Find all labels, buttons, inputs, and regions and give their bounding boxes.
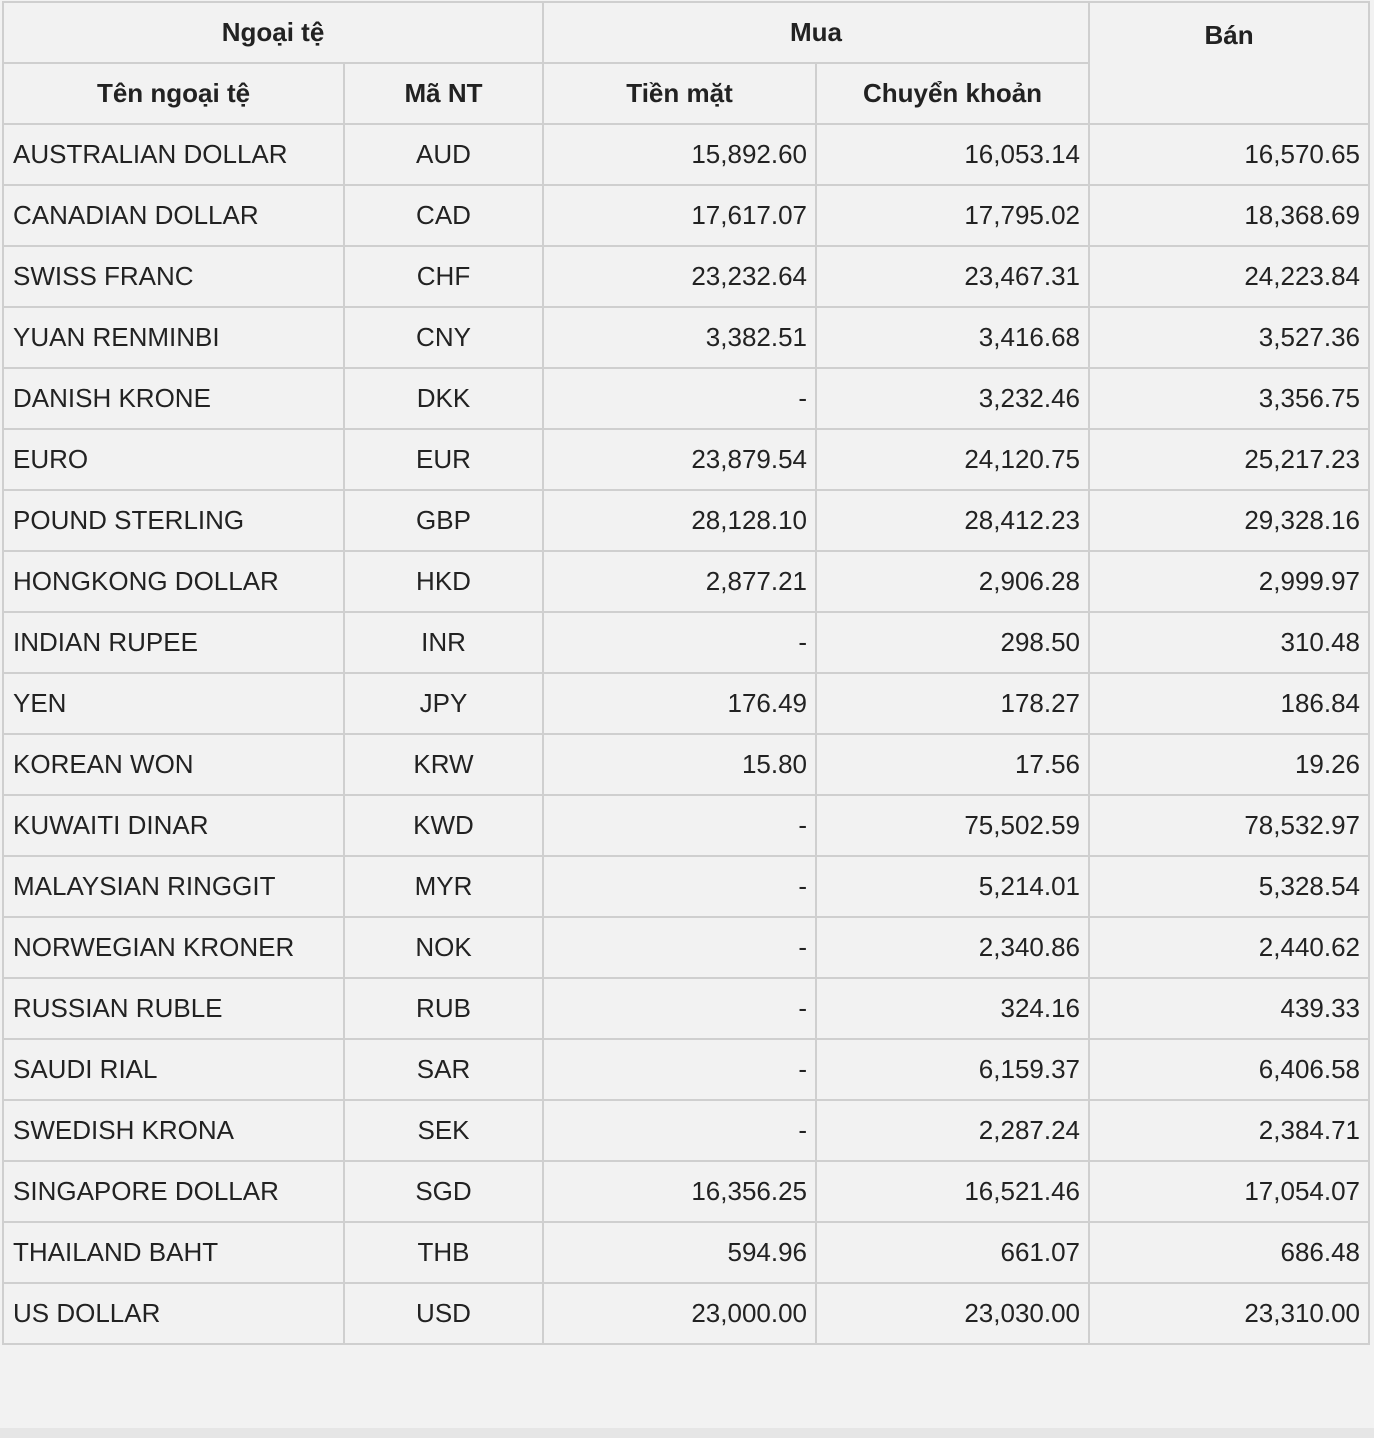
buy-transfer-cell: 17.56 (816, 734, 1089, 795)
buy-transfer-cell: 17,795.02 (816, 185, 1089, 246)
sell-cell: 2,384.71 (1089, 1100, 1369, 1161)
sell-cell: 24,223.84 (1089, 246, 1369, 307)
buy-transfer-cell: 16,053.14 (816, 124, 1089, 185)
buy-cash-cell: 16,356.25 (543, 1161, 816, 1222)
currency-code-cell: JPY (344, 673, 543, 734)
currency-code-cell: SEK (344, 1100, 543, 1161)
table-row (3, 307, 1369, 368)
currency-code-cell: KRW (344, 734, 543, 795)
table-row (3, 1222, 1369, 1283)
buy-transfer-cell: 2,287.24 (816, 1100, 1089, 1161)
table-row (3, 1161, 1369, 1222)
buy-transfer-cell: 2,906.28 (816, 551, 1089, 612)
currency-name-cell: MALAYSIAN RINGGIT (3, 856, 344, 917)
currency-name-cell: SAUDI RIAL (3, 1039, 344, 1100)
buy-cash-cell: 28,128.10 (543, 490, 816, 551)
sell-cell: 686.48 (1089, 1222, 1369, 1283)
currency-code-cell: KWD (344, 795, 543, 856)
currency-name-cell: YUAN RENMINBI (3, 307, 344, 368)
currency-code-cell: CHF (344, 246, 543, 307)
table-row (3, 734, 1369, 795)
currency-name-cell: KUWAITI DINAR (3, 795, 344, 856)
currency-name-cell: NORWEGIAN KRONER (3, 917, 344, 978)
currency-code-cell: AUD (344, 124, 543, 185)
currency-name-cell: US DOLLAR (3, 1283, 344, 1344)
currency-code-cell: MYR (344, 856, 543, 917)
buy-cash-cell: 23,000.00 (543, 1283, 816, 1344)
buy-transfer-cell: 3,232.46 (816, 368, 1089, 429)
buy-cash-cell: 15,892.60 (543, 124, 816, 185)
currency-name-cell: AUSTRALIAN DOLLAR (3, 124, 344, 185)
buy-transfer-cell: 23,030.00 (816, 1283, 1089, 1344)
sell-cell: 439.33 (1089, 978, 1369, 1039)
table-row (3, 978, 1369, 1039)
table-row (3, 612, 1369, 673)
sell-cell: 2,999.97 (1089, 551, 1369, 612)
sell-cell: 5,328.54 (1089, 856, 1369, 917)
currency-name-cell: THAILAND BAHT (3, 1222, 344, 1283)
sell-cell: 16,570.65 (1089, 124, 1369, 185)
table-row (3, 795, 1369, 856)
currency-code-cell: EUR (344, 429, 543, 490)
buy-cash-cell: 23,232.64 (543, 246, 816, 307)
buy-cash-cell: - (543, 612, 816, 673)
currency-code-cell: GBP (344, 490, 543, 551)
table-row (3, 917, 1369, 978)
sell-cell: 2,440.62 (1089, 917, 1369, 978)
table-body (3, 124, 1369, 1344)
table-header (3, 2, 1369, 124)
header-currency-name: Tên ngoại tệ (3, 63, 344, 124)
table-row (3, 185, 1369, 246)
buy-cash-cell: - (543, 856, 816, 917)
buy-transfer-cell: 324.16 (816, 978, 1089, 1039)
buy-cash-cell: 15.80 (543, 734, 816, 795)
currency-name-cell: DANISH KRONE (3, 368, 344, 429)
table-row (3, 1100, 1369, 1161)
buy-transfer-cell: 5,214.01 (816, 856, 1089, 917)
exchange-rate-table (2, 1, 1370, 1345)
table-row (3, 429, 1369, 490)
header-currency-code: Mã NT (344, 63, 543, 124)
sell-cell: 6,406.58 (1089, 1039, 1369, 1100)
currency-name-cell: SWEDISH KRONA (3, 1100, 344, 1161)
sell-cell: 29,328.16 (1089, 490, 1369, 551)
table-row (3, 246, 1369, 307)
currency-name-cell: KOREAN WON (3, 734, 344, 795)
buy-transfer-cell: 2,340.86 (816, 917, 1089, 978)
buy-cash-cell: 2,877.21 (543, 551, 816, 612)
buy-cash-cell: 176.49 (543, 673, 816, 734)
currency-name-cell: SINGAPORE DOLLAR (3, 1161, 344, 1222)
buy-transfer-cell: 23,467.31 (816, 246, 1089, 307)
buy-transfer-cell: 75,502.59 (816, 795, 1089, 856)
buy-transfer-cell: 28,412.23 (816, 490, 1089, 551)
currency-name-cell: YEN (3, 673, 344, 734)
buy-cash-cell: - (543, 368, 816, 429)
buy-cash-cell: 3,382.51 (543, 307, 816, 368)
buy-cash-cell: - (543, 917, 816, 978)
header-currency-group: Ngoại tệ (3, 2, 543, 63)
table-row (3, 856, 1369, 917)
sell-cell: 18,368.69 (1089, 185, 1369, 246)
buy-transfer-cell: 178.27 (816, 673, 1089, 734)
buy-transfer-cell: 3,416.68 (816, 307, 1089, 368)
sell-cell: 3,527.36 (1089, 307, 1369, 368)
buy-transfer-cell: 24,120.75 (816, 429, 1089, 490)
buy-cash-cell: - (543, 1100, 816, 1161)
header-transfer: Chuyển khoản (816, 63, 1089, 124)
sell-cell: 17,054.07 (1089, 1161, 1369, 1222)
sell-cell: 23,310.00 (1089, 1283, 1369, 1344)
sell-cell: 186.84 (1089, 673, 1369, 734)
buy-transfer-cell: 6,159.37 (816, 1039, 1089, 1100)
currency-name-cell: HONGKONG DOLLAR (3, 551, 344, 612)
table-row (3, 1039, 1369, 1100)
sell-cell: 3,356.75 (1089, 368, 1369, 429)
currency-name-cell: RUSSIAN RUBLE (3, 978, 344, 1039)
buy-cash-cell: 23,879.54 (543, 429, 816, 490)
currency-name-cell: CANADIAN DOLLAR (3, 185, 344, 246)
table-row (3, 124, 1369, 185)
table-row (3, 551, 1369, 612)
buy-cash-cell: 17,617.07 (543, 185, 816, 246)
currency-name-cell: POUND STERLING (3, 490, 344, 551)
table-row (3, 368, 1369, 429)
table-row (3, 490, 1369, 551)
sell-cell: 19.26 (1089, 734, 1369, 795)
currency-code-cell: THB (344, 1222, 543, 1283)
buy-cash-cell: 594.96 (543, 1222, 816, 1283)
sell-cell: 310.48 (1089, 612, 1369, 673)
currency-code-cell: RUB (344, 978, 543, 1039)
currency-code-cell: SGD (344, 1161, 543, 1222)
currency-code-cell: CAD (344, 185, 543, 246)
currency-name-cell: EURO (3, 429, 344, 490)
buy-transfer-cell: 16,521.46 (816, 1161, 1089, 1222)
buy-transfer-cell: 298.50 (816, 612, 1089, 673)
sell-cell: 25,217.23 (1089, 429, 1369, 490)
buy-cash-cell: - (543, 1039, 816, 1100)
currency-code-cell: CNY (344, 307, 543, 368)
header-group-row (3, 2, 1369, 63)
bottom-edge (0, 1428, 1374, 1438)
currency-code-cell: SAR (344, 1039, 543, 1100)
buy-cash-cell: - (543, 795, 816, 856)
table-row (3, 1283, 1369, 1344)
currency-name-cell: SWISS FRANC (3, 246, 344, 307)
header-cash: Tiền mặt (543, 63, 816, 124)
currency-code-cell: USD (344, 1283, 543, 1344)
currency-code-cell: INR (344, 612, 543, 673)
header-sell: Bán (1089, 2, 1369, 124)
table-row (3, 673, 1369, 734)
currency-code-cell: NOK (344, 917, 543, 978)
sell-cell: 78,532.97 (1089, 795, 1369, 856)
header-buy-group: Mua (543, 2, 1089, 63)
currency-code-cell: DKK (344, 368, 543, 429)
currency-name-cell: INDIAN RUPEE (3, 612, 344, 673)
currency-code-cell: HKD (344, 551, 543, 612)
buy-cash-cell: - (543, 978, 816, 1039)
buy-transfer-cell: 661.07 (816, 1222, 1089, 1283)
